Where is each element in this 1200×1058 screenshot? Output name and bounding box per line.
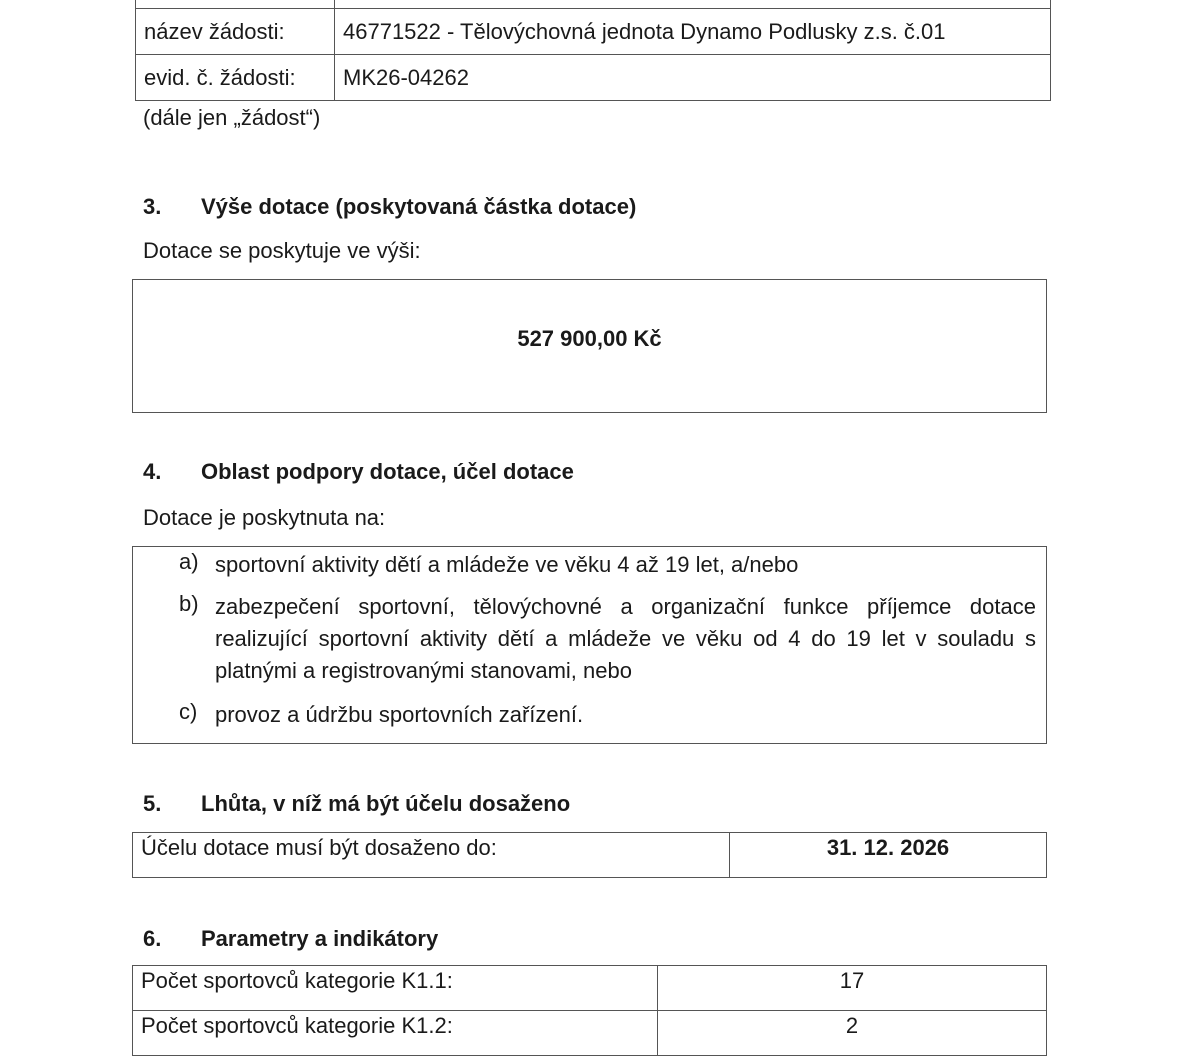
table-row	[136, 55, 1051, 101]
section-4-title: Oblast podpory dotace, účel dotace	[201, 459, 574, 484]
section-3-intro: Dotace se poskytuje ve výši:	[143, 238, 421, 263]
section-6-heading	[143, 926, 1043, 954]
list-item-text: provoz a údržbu sportovních zařízení.	[215, 702, 584, 727]
section-4-number: 4.	[143, 459, 162, 484]
section-3-title: Výše dotace (poskytovaná částka dotace)	[201, 194, 637, 219]
section-4-heading	[143, 459, 1043, 487]
indicator-value: 2	[658, 1011, 1047, 1056]
deadline-date: 31. 12. 2026	[730, 833, 1047, 878]
section-5-number: 5.	[143, 791, 162, 816]
deadline-label: Účelu dotace musí být dosaženo do:	[133, 833, 730, 878]
request-name-label: název žádosti:	[136, 9, 335, 55]
indicator-value: 17	[658, 966, 1047, 1011]
section-5-heading	[143, 791, 1043, 819]
amount-value: 527 900,00 Kč	[517, 326, 662, 351]
indicator-label: Počet sportovců kategorie K1.2:	[133, 1011, 658, 1056]
request-number-value: MK26-04262	[335, 55, 1051, 101]
request-table	[135, 0, 1051, 101]
amount-box	[132, 279, 1047, 413]
list-item-letter: c)	[179, 699, 198, 724]
indicators-table	[132, 965, 1047, 1056]
purpose-box	[132, 546, 1047, 744]
table-row	[136, 9, 1051, 55]
table-row	[133, 1011, 1047, 1056]
list-item-letter: b)	[179, 591, 199, 616]
list-item-text: zabezpečení sportovní, tělovýchovné a organizační funkce příjemce dotace realizující sportovní aktivity dětí a mládeže ve věku od 4 do 19 let v souladu s platnými a registrovanými stanovami, nebo	[215, 594, 1036, 683]
table-row	[136, 0, 1051, 9]
section-6-title: Parametry a indikátory	[201, 926, 439, 951]
table-row	[133, 966, 1047, 1011]
request-number-label: evid. č. žádosti:	[136, 55, 335, 101]
deadline-table	[132, 832, 1047, 878]
list-item-text: sportovní aktivity dětí a mládeže ve věku 4 až 19 let, a/nebo	[215, 552, 799, 577]
section-3-heading	[143, 194, 1043, 222]
section-3-number: 3.	[143, 194, 162, 219]
table-row	[133, 833, 1047, 878]
list-item-letter: a)	[179, 549, 199, 574]
request-note: (dále jen „žádost“)	[143, 105, 321, 130]
indicator-label: Počet sportovců kategorie K1.1:	[133, 966, 658, 1011]
section-5-title: Lhůta, v níž má být účelu dosaženo	[201, 791, 571, 816]
request-name-value: 46771522 - Tělovýchovná jednota Dynamo Podlusky z.s. č.01	[335, 9, 1051, 55]
section-4-intro: Dotace je poskytnuta na:	[143, 505, 386, 530]
section-6-number: 6.	[143, 926, 162, 951]
